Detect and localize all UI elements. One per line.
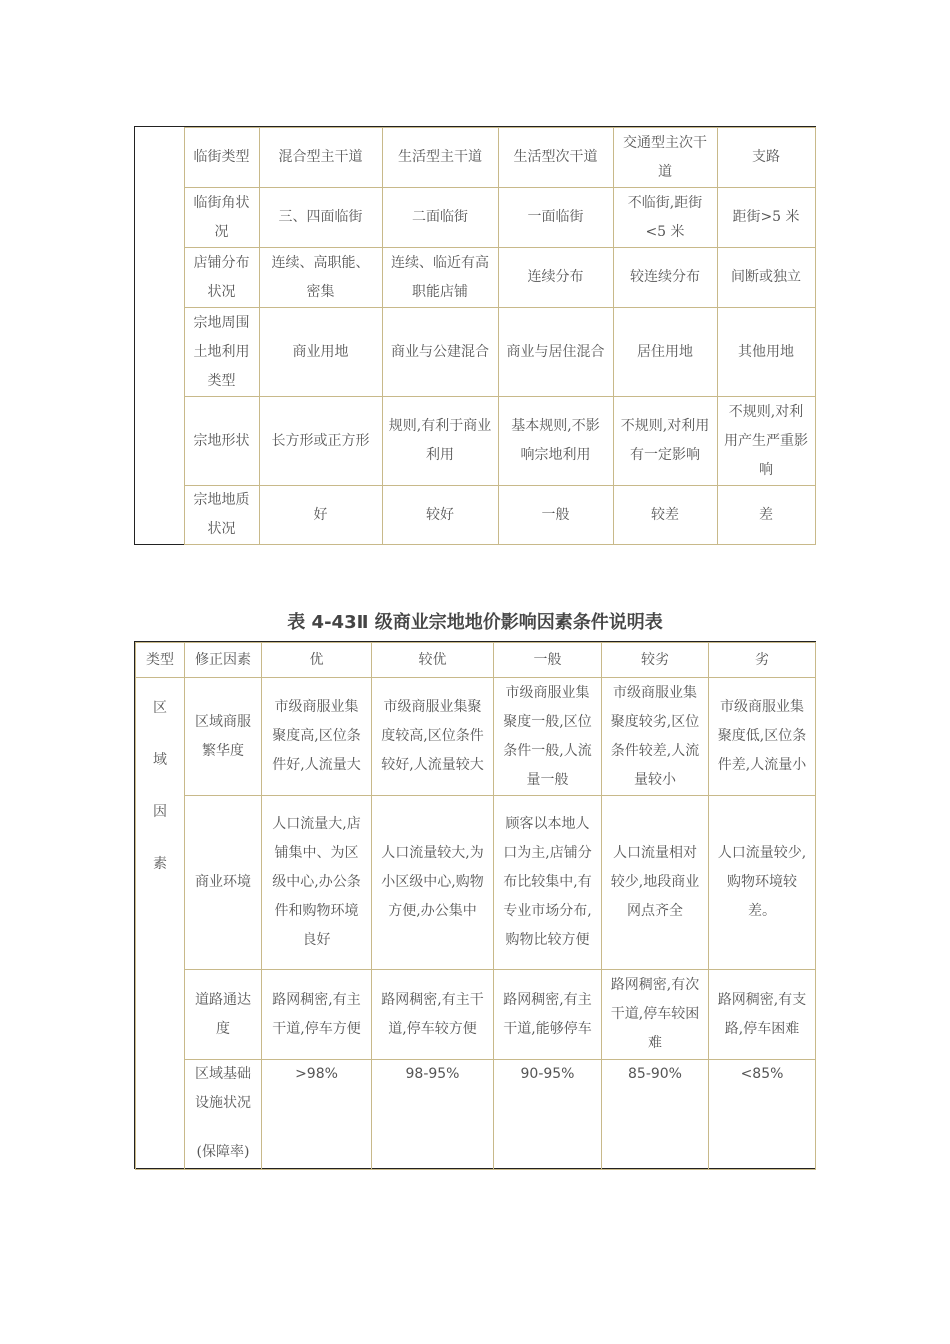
- factor-note: (保障率): [196, 1144, 250, 1160]
- value-cell: 连续、高职能、密集: [259, 248, 382, 308]
- value-cell: 路网稠密,有次干道,停车较困难: [602, 970, 709, 1060]
- header-cell: 劣: [709, 643, 816, 678]
- value-cell: 间断或独立: [717, 248, 815, 308]
- value-cell: 较连续分布: [613, 248, 717, 308]
- value-cell: 商业用地: [259, 308, 382, 397]
- factor-cell: 店铺分布状况: [184, 248, 259, 308]
- value-cell: 人口流量相对较少,地段商业网点齐全: [602, 796, 709, 970]
- header-cell: 优: [262, 643, 372, 678]
- value-cell: 较差: [613, 486, 717, 545]
- value-cell: 商业与居住混合: [498, 308, 613, 397]
- table-row: [136, 970, 816, 1060]
- factor-cell: 临街角状况: [184, 188, 259, 248]
- table-row: [135, 397, 815, 486]
- value-cell: 市级商服业集聚度较劣,区位条件较差,人流量较小: [602, 678, 709, 796]
- value-cell: 一面临街: [498, 188, 613, 248]
- table-caption: 表 4-43Ⅱ 级商业宗地地价影响因素条件说明表: [287, 612, 663, 633]
- value-cell: 其他用地: [717, 308, 815, 397]
- value-cell: 支路: [717, 128, 815, 188]
- value-cell: 不规则,对利用有一定影响: [613, 397, 717, 486]
- value-cell: <85%: [709, 1060, 816, 1170]
- table-row: [135, 248, 815, 308]
- value-cell: 生活型次干道: [498, 128, 613, 188]
- value-cell: 市级商服业集聚度较高,区位条件较好,人流量较大: [372, 678, 494, 796]
- value-cell: 市级商服业集聚度高,区位条件好,人流量大: [262, 678, 372, 796]
- value-cell: >98%: [262, 1060, 372, 1170]
- value-cell: 好: [259, 486, 382, 545]
- table-header-row: [136, 643, 816, 678]
- factor-label: 区域基础设施状况: [195, 1066, 251, 1111]
- header-cell: 一般: [494, 643, 602, 678]
- factor-cell: 区域商服繁华度: [185, 678, 262, 796]
- factor-cell: 临街类型: [184, 128, 259, 188]
- header-cell: 类型: [136, 643, 185, 678]
- factor-cell: [185, 1060, 262, 1170]
- value-cell: 一般: [498, 486, 613, 545]
- factor-cell: 宗地形状: [184, 397, 259, 486]
- value-cell: 人口流量较大,为小区级中心,购物方便,办公集中: [372, 796, 494, 970]
- value-cell: 基本规则,不影响宗地利用: [498, 397, 613, 486]
- value-cell: 生活型主干道: [382, 128, 498, 188]
- value-cell: 路网稠密,有主干道,能够停车: [494, 970, 602, 1060]
- value-cell: 较好: [382, 486, 498, 545]
- factor-cell: 宗地地质状况: [184, 486, 259, 545]
- table-row: [136, 796, 816, 970]
- value-cell: 不临街,距街<5 米: [613, 188, 717, 248]
- value-cell: 98-95%: [372, 1060, 494, 1170]
- header-cell: 修正因素: [185, 643, 262, 678]
- value-cell: 距街>5 米: [717, 188, 815, 248]
- value-cell: 连续、临近有高职能店铺: [382, 248, 498, 308]
- table1: [135, 127, 816, 545]
- value-cell: 路网稠密,有支路,停车困难: [709, 970, 816, 1060]
- value-cell: 人口流量较少,购物环境较差。: [709, 796, 816, 970]
- value-cell: 连续分布: [498, 248, 613, 308]
- value-cell: 85-90%: [602, 1060, 709, 1170]
- table-row: [135, 128, 815, 188]
- value-cell: 90-95%: [494, 1060, 602, 1170]
- category-label: 区域因素: [153, 700, 167, 872]
- value-cell: 混合型主干道: [259, 128, 382, 188]
- factor-cell: 商业环境: [185, 796, 262, 970]
- value-cell: 商业与公建混合: [382, 308, 498, 397]
- value-cell: 居住用地: [613, 308, 717, 397]
- value-cell: 路网稠密,有主干道,停车方便: [262, 970, 372, 1060]
- table-row: [135, 486, 815, 545]
- value-cell: 长方形或正方形: [259, 397, 382, 486]
- table2: [135, 642, 816, 1170]
- value-cell: 市级商服业集聚度一般,区位条件一般,人流量一般: [494, 678, 602, 796]
- value-cell: 人口流量大,店铺集中、为区级中心,办公条件和购物环境良好: [262, 796, 372, 970]
- value-cell: 规则,有利于商业利用: [382, 397, 498, 486]
- factor-cell: 宗地周围土地利用类型: [184, 308, 259, 397]
- table-row: [135, 308, 815, 397]
- header-cell: 较优: [372, 643, 494, 678]
- value-cell: 差: [717, 486, 815, 545]
- table-row: [136, 678, 816, 796]
- value-cell: 三、四面临街: [259, 188, 382, 248]
- value-cell: 不规则,对利用产生严重影响: [717, 397, 815, 486]
- value-cell: 路网稠密,有主干道,停车较方便: [372, 970, 494, 1060]
- table-row: [135, 188, 815, 248]
- category-cell: [135, 128, 184, 545]
- value-cell: 二面临街: [382, 188, 498, 248]
- table-row: [136, 1060, 816, 1170]
- header-cell: 较劣: [602, 643, 709, 678]
- value-cell: 顾客以本地人口为主,店铺分布比较集中,有专业市场分布,购物比较方便: [494, 796, 602, 970]
- factor-cell: 道路通达度: [185, 970, 262, 1060]
- value-cell: 交通型主次干道: [613, 128, 717, 188]
- value-cell: 市级商服业集聚度低,区位条件差,人流量小: [709, 678, 816, 796]
- category-cell: [136, 678, 185, 1170]
